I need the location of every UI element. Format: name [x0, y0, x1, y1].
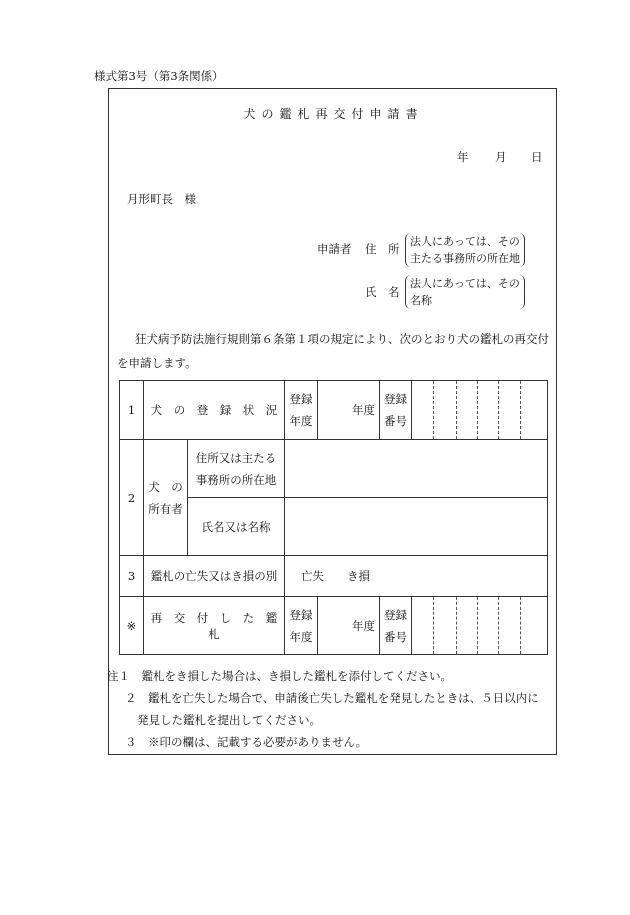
registration-number-digit[interactable] — [412, 597, 434, 655]
row-number: 1 — [120, 381, 144, 440]
registration-number-label: 登録 番号 — [380, 381, 412, 440]
note-3: ３ ※印の欄は、記載する必要がありません。 — [125, 735, 368, 749]
row-number: 3 — [120, 556, 144, 597]
owner-label: 犬 の 所有者 — [144, 440, 188, 556]
registration-number-label: 登録 番号 — [380, 597, 412, 655]
loss-damage-label: 鑑札の亡失又はき損の別 — [144, 556, 285, 597]
loss-damage-choice[interactable]: 亡失 き損 — [285, 556, 548, 597]
registration-number-digit[interactable] — [412, 381, 434, 440]
row-number: 2 — [120, 440, 144, 556]
owner-address-label: 住所又は主たる 事務所の所在地 — [188, 440, 285, 498]
address-label: 住 所 — [365, 242, 400, 256]
date-day-label: 日 — [531, 150, 543, 164]
name-note — [405, 275, 525, 309]
address-note — [405, 233, 525, 267]
owner-name-label: 氏名又は名称 — [188, 498, 285, 556]
address-note-line-1: 法人にあっては、その — [410, 235, 520, 248]
request-statement — [117, 327, 551, 375]
table-row-reissued-tag — [120, 597, 548, 655]
registration-number-digit[interactable] — [457, 597, 478, 655]
name-label: 氏 名 — [365, 285, 400, 299]
application-table — [119, 380, 548, 655]
note-2-continued: 発見した鑑札を提出してください。 — [137, 713, 321, 727]
registration-number-digit[interactable] — [434, 597, 457, 655]
note-1: 注１ 鑑札をき損した場合は、き損した鑑札を添付してください。 — [107, 669, 452, 683]
name-note-line-2: 名称 — [410, 294, 432, 307]
registration-number-digit[interactable] — [521, 381, 548, 440]
row-number: ※ — [120, 597, 144, 655]
registration-status-label: 犬 の 登 録 状 況 — [144, 381, 285, 440]
form-title: 犬の鑑札再交付申請書 — [243, 107, 424, 121]
owner-name-field[interactable] — [285, 498, 548, 556]
registration-number-digit[interactable] — [434, 381, 457, 440]
form-number-label: 様式第3号（第3条関係） — [94, 69, 224, 83]
registration-year-label: 登録 年度 — [285, 381, 318, 440]
addressee: 月形町長 様 — [127, 192, 196, 206]
registration-year-field[interactable]: 年度 — [318, 597, 380, 655]
table-row-registration — [120, 381, 548, 440]
registration-number-digit[interactable] — [478, 381, 499, 440]
owner-address-field[interactable] — [285, 440, 548, 498]
date-year-label: 年 — [457, 150, 469, 164]
registration-number-digit[interactable] — [478, 597, 499, 655]
registration-year-label: 登録 年度 — [285, 597, 318, 655]
registration-number-digit[interactable] — [499, 381, 521, 440]
registration-number-digit[interactable] — [521, 597, 548, 655]
table-row-owner-address — [120, 440, 548, 498]
applicant-label: 申請者 — [317, 242, 352, 256]
address-note-line-2: 主たる事務所の所在地 — [410, 252, 520, 265]
request-statement-line-2: を申請します。 — [117, 356, 197, 370]
registration-number-digit[interactable] — [457, 381, 478, 440]
reissued-tag-label: 再 交 付 し た 鑑 札 — [144, 597, 285, 655]
name-note-line-1: 法人にあっては、その — [410, 277, 520, 290]
application-form-frame — [108, 88, 557, 755]
date-month-label: 月 — [495, 150, 507, 164]
request-statement-line-1: 狂犬病予防法施行規則第６条第１項の規定により、次のとおり犬の鑑札の再交付 — [135, 332, 549, 346]
notes — [107, 665, 539, 753]
registration-year-field[interactable]: 年度 — [318, 381, 380, 440]
registration-number-digit[interactable] — [499, 597, 521, 655]
table-row-loss-damage — [120, 556, 548, 597]
note-2: ２ 鑑札を亡失した場合で、申請後亡失した鑑札を発見したときは、５日以内に — [125, 691, 539, 705]
